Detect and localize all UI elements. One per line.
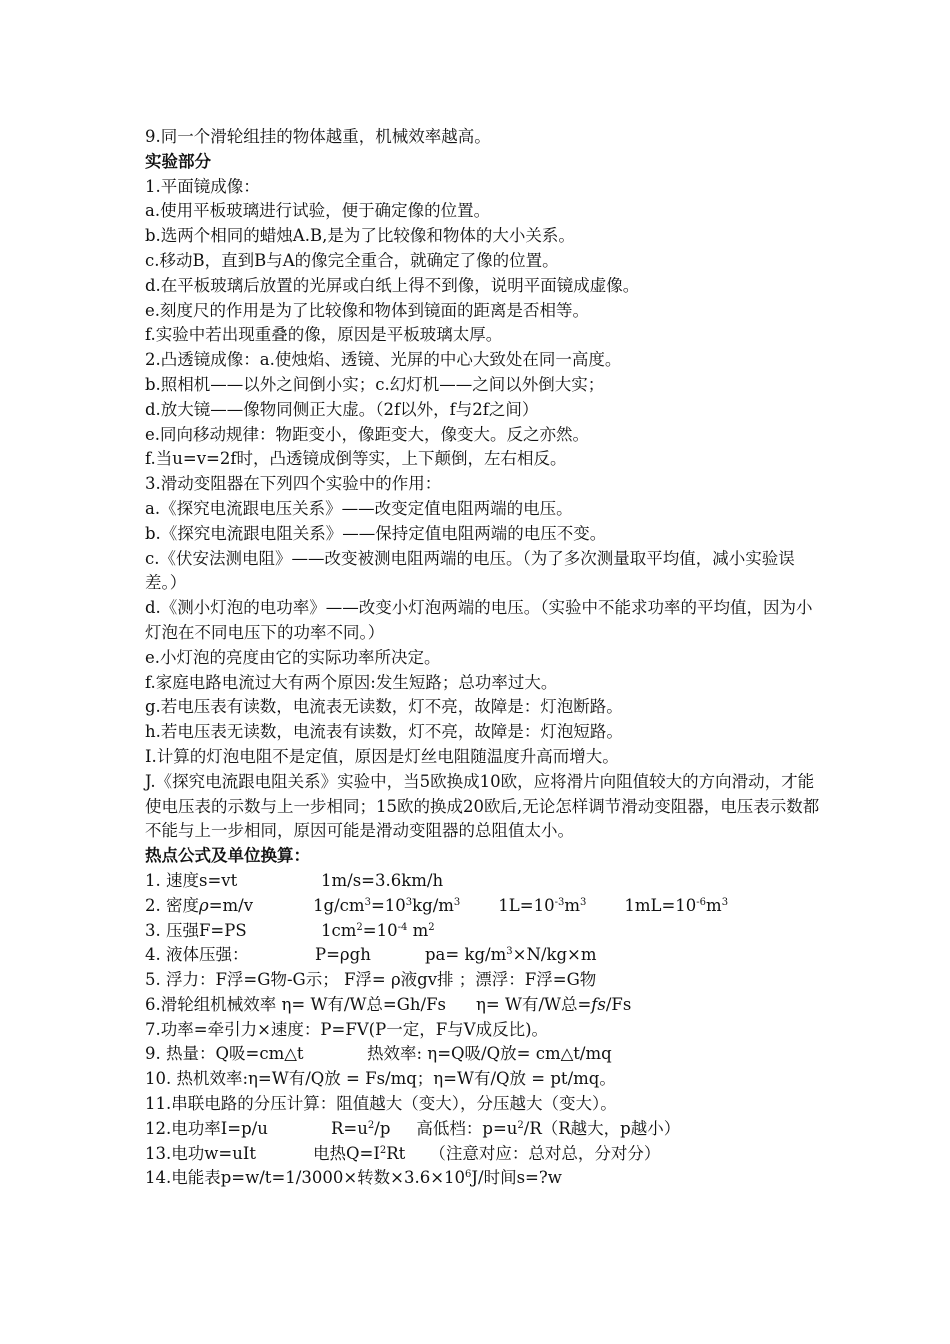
- formula-text: 1. 速度s=vt: [145, 870, 238, 890]
- formula-text: m: [564, 895, 580, 915]
- formula-text: 1m/s=3.6km/h: [321, 870, 444, 890]
- formula-text: 电热Q=I: [313, 1143, 380, 1163]
- text-line: c.移动B，直到B与A的像完全重合，就确定了像的位置。: [145, 250, 559, 270]
- text-line: d.在平板玻璃后放置的光屏或白纸上得不到像，说明平面镜成虚像。: [145, 275, 640, 295]
- text-line: g.若电压表有读数，电流表无读数，灯不亮，故障是：灯泡断路。: [145, 697, 623, 717]
- formula-text: /R（R越大，p越小）: [523, 1118, 681, 1138]
- text-line: h.若电压表无读数，电流表有读数，灯不亮，故障是：灯泡短路。: [145, 722, 623, 742]
- superscript: 2: [367, 1119, 375, 1131]
- text-line: a.使用平板玻璃进行试验，便于确定像的位置。: [145, 201, 491, 221]
- formula-text: 4. 液体压强：: [145, 945, 249, 965]
- formula-text: 1cm: [321, 920, 357, 940]
- superscript: 3: [405, 896, 413, 908]
- formula-text: 1g/cm: [313, 895, 365, 915]
- formula-text: J/时间s=?w: [471, 1168, 562, 1188]
- text-line: f.当u=v=2f时，凸透镜成倒等实，上下颠倒，左右相反。: [145, 449, 567, 469]
- formula-text: =10: [362, 920, 398, 940]
- formula-text: 6.滑轮组机械效率 η= W有/W总=Gh/Fs: [145, 994, 447, 1014]
- rho-symbol: ρ: [199, 895, 209, 915]
- formula-text: （注意对应：总对总，分对分）: [429, 1143, 661, 1163]
- text-paragraph: c.《伏安法测电阻》——改变被测电阻两端的电压。（为了多次测量取平均值，减小实验误差。）: [145, 548, 795, 593]
- formula-text: 1mL=10: [624, 895, 697, 915]
- formula-line-power: 7.功率=牵引力×速度：P=FV(P一定，F与V成反比)。: [145, 1019, 549, 1039]
- formula-text: P=ρgh: [315, 945, 371, 965]
- formula-text: 13.电功w=uIt: [145, 1143, 256, 1163]
- formula-text: 9. 热量：Q吸=cm△t: [145, 1044, 304, 1064]
- text-line: b.选两个相同的蜡烛A.B,是为了比较像和物体的大小关系。: [145, 226, 575, 246]
- section-heading-experiments: 实验部分: [145, 151, 211, 171]
- document-page: [145, 125, 825, 1191]
- text-line: 1.平面镜成像：: [145, 176, 260, 196]
- superscript: 3: [453, 896, 461, 908]
- formula-line-engine-efficiency: 10. 热机效率:η=W有/Q放 = Fs/mq；η=W有/Q放 = pt/mq。: [145, 1069, 616, 1089]
- text-line: a.《探究电流跟电压关系》——改变定值电阻两端的电压。: [145, 498, 573, 518]
- formula-text: ×N/kg×m: [512, 945, 597, 965]
- formula-text: =10: [370, 895, 406, 915]
- text-line: 9.同一个滑轮组挂的物体越重，机械效率越高。: [145, 127, 491, 146]
- formula-text: kg/m: [412, 895, 454, 915]
- text-paragraph: d.《测小灯泡的电功率》——改变小灯泡两端的电压。（实验中不能求功率的平均值，因为小灯泡在不同电压下的功率不同。）: [145, 598, 813, 642]
- formula-text: m: [706, 895, 722, 915]
- superscript: 2: [517, 1119, 524, 1131]
- superscript: 6: [465, 1169, 472, 1181]
- superscript: 2: [428, 921, 435, 933]
- formula-text: fs: [591, 994, 606, 1014]
- superscript: -4: [397, 921, 408, 933]
- text-line: I.计算的灯泡电阻不是定值，原因是灯丝电阻随温度升高而增大。: [145, 746, 619, 766]
- formula-line-buoyancy: 5. 浮力：F浮=G物-G示； F浮= ρ液gv排 ；漂浮：F浮=G物: [145, 970, 597, 990]
- formula-text: 3. 压强F=PS: [145, 920, 247, 940]
- superscript: 2: [356, 921, 363, 933]
- formula-text: 热效率: η=Q吸/Q放= cm△t/mq: [367, 1044, 612, 1064]
- formula-text: 高低档：p=u: [416, 1118, 518, 1138]
- formula-text: =m/v: [208, 895, 254, 915]
- text-line: e.同向移动规律：物距变小，像距变大，像变大。反之亦然。: [145, 424, 590, 444]
- text-line: d.放大镜——像物同侧正大虚。（2f以外，f与2f之间）: [145, 399, 539, 419]
- formula-line-liquid-pressure: [145, 943, 825, 968]
- formula-text: 12.电功率I=p/u: [145, 1118, 268, 1138]
- superscript: -3: [554, 896, 565, 908]
- text-line: f.家庭电路电流过大有两个原因:发生短路；总功率过大。: [145, 672, 558, 692]
- superscript: 3: [579, 896, 587, 908]
- superscript: 2: [379, 1144, 387, 1156]
- formula-text: pa= kg/m: [425, 945, 507, 965]
- formula-text: /Fs: [605, 994, 632, 1014]
- text-line: 2.凸透镜成像：a.使烛焰、透镜、光屏的中心大致处在同一高度。: [145, 350, 622, 370]
- formula-text: R=u: [331, 1118, 368, 1138]
- superscript: 3: [506, 946, 513, 958]
- superscript: 3: [364, 896, 371, 908]
- formula-line-pulley-efficiency: [145, 993, 825, 1018]
- superscript: -6: [696, 896, 707, 908]
- text-line: e.小灯泡的亮度由它的实际功率所决定。: [145, 647, 441, 667]
- formula-text: m: [407, 920, 429, 940]
- formula-line-speed: [145, 869, 825, 894]
- formula-line-series-circuit: 11.串联电路的分压计算：阻值越大（变大），分压越大（变大）。: [145, 1094, 617, 1114]
- text-line: e.刻度尺的作用是为了比较像和物体到镜面的距离是否相等。: [145, 300, 590, 320]
- text-line: b.《探究电流跟电阻关系》——保持定值电阻两端的电压不变。: [145, 523, 607, 543]
- formula-line-pressure: [145, 919, 825, 944]
- formula-line-electric-power: [145, 1117, 825, 1142]
- section-heading-formulas: 热点公式及单位换算：: [145, 846, 310, 866]
- formula-text: η= W有/W总=: [476, 994, 592, 1014]
- formula-line-energy-meter: [145, 1166, 825, 1191]
- formula-text: 1L=10: [498, 895, 555, 915]
- formula-line-heat: [145, 1042, 825, 1067]
- formula-line-density: [145, 894, 825, 919]
- formula-text: Rt: [386, 1143, 406, 1163]
- formula-text: 14.电能表p=w/t=1/3000×转数×3.6×10: [145, 1168, 466, 1188]
- formula-text: /p: [374, 1118, 391, 1138]
- text-line: b.照相机——以外之间倒小实；c.幻灯机——之间以外倒大实；: [145, 374, 605, 394]
- text-line: 3.滑动变阻器在下列四个实验中的作用：: [145, 474, 442, 494]
- superscript: 3: [721, 896, 729, 908]
- formula-text: 2. 密度: [145, 895, 199, 915]
- text-paragraph: J.《探究电流跟电阻关系》实验中，当5欧换成10欧，应将滑片向阻值较大的方向滑动，才能使电压表的示数与上一步相同；15欧的换成20欧后,无论怎样调节滑动变阻器，电压表示数都不能与上一步相同，原因可能是滑动变阻器的总阻值太小。: [145, 771, 820, 841]
- text-line: f.实验中若出现重叠的像，原因是平板玻璃太厚。: [145, 325, 503, 345]
- formula-line-electric-work: [145, 1142, 825, 1167]
